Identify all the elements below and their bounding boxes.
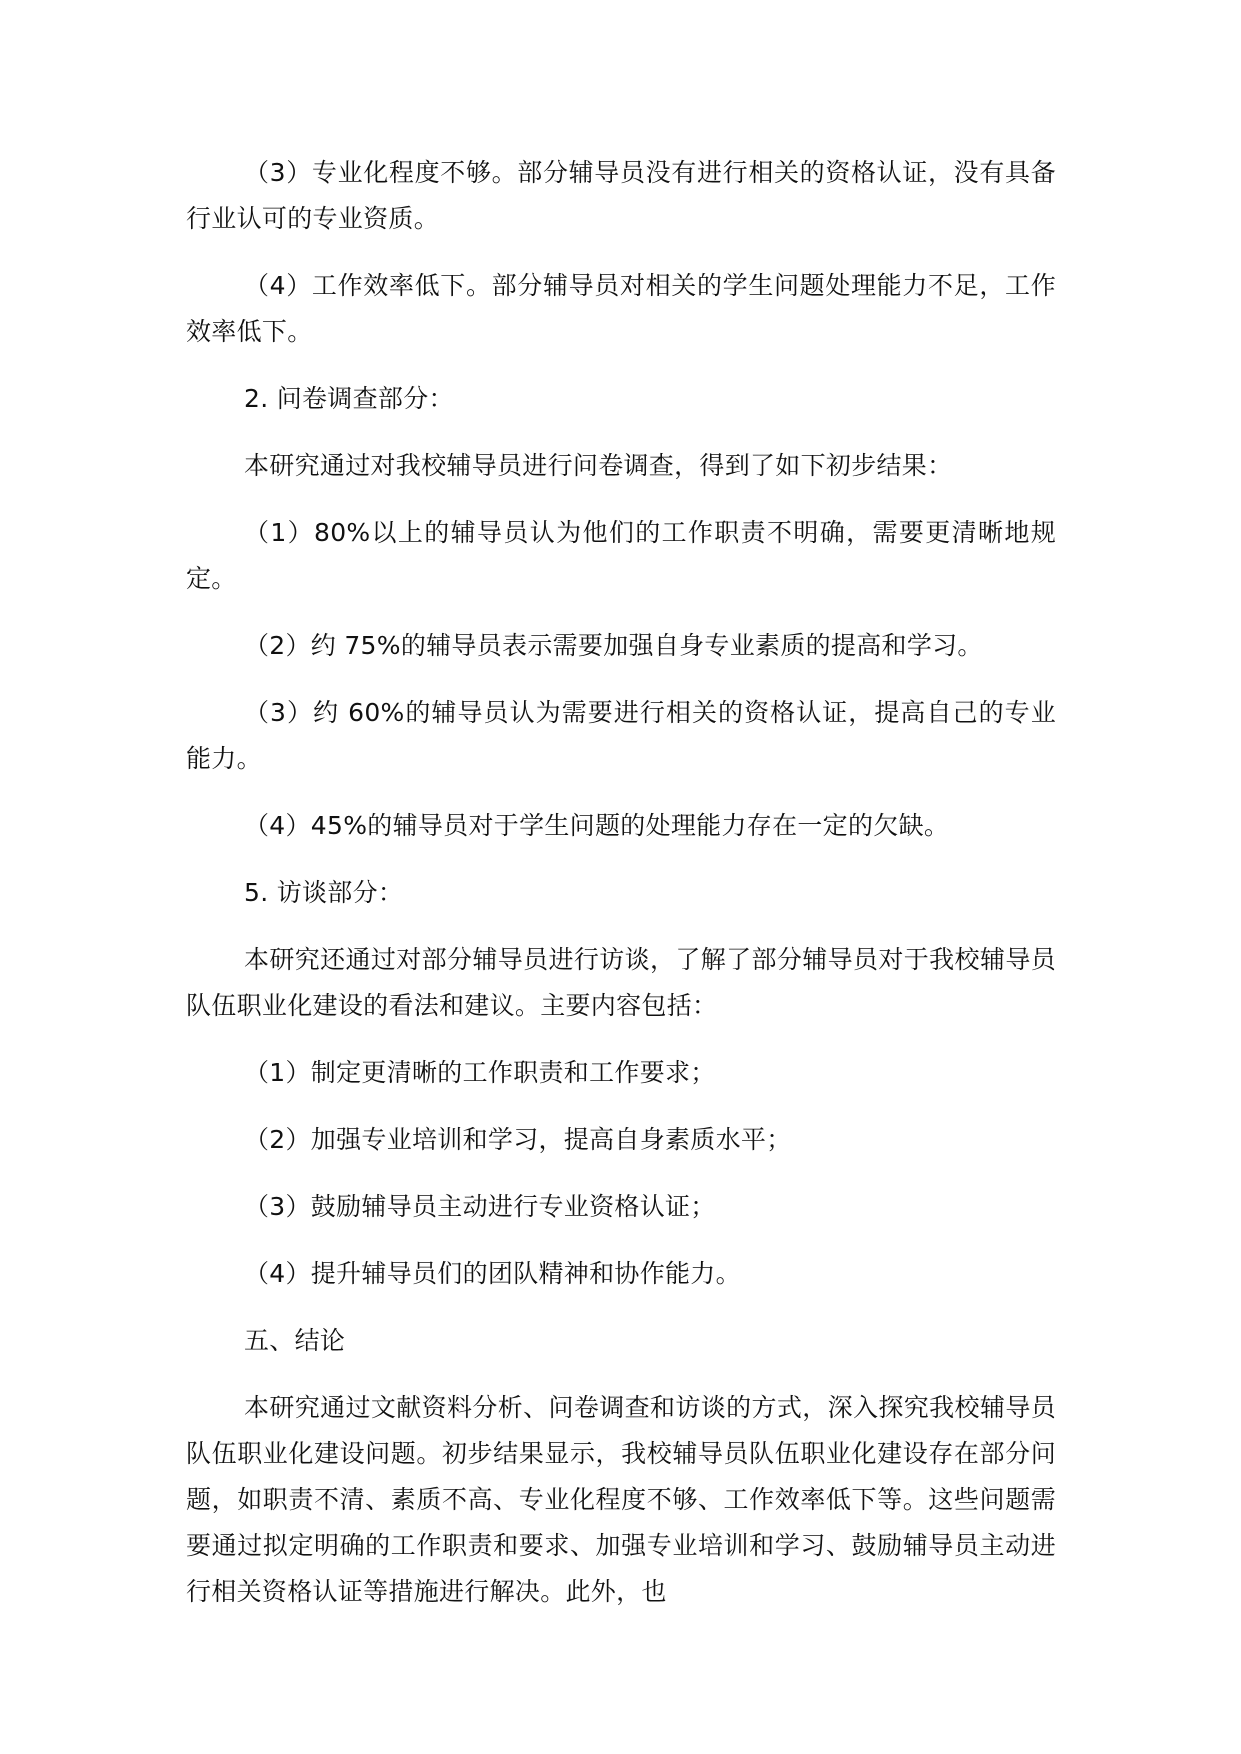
- section-heading-interview: 5. 访谈部分：: [244, 878, 404, 907]
- paragraph-item-4-efficiency: （4）工作效率低下。部分辅导员对相关的学生问题处理能力不足，工作效率低下。: [186, 271, 1056, 346]
- section-heading-conclusion: 五、结论: [244, 1326, 346, 1355]
- suggestion-item-3: （3）鼓励辅导员主动进行专业资格认证；: [244, 1192, 716, 1221]
- paragraph-questionnaire-intro: 本研究通过对我校辅导员进行问卷调查，得到了如下初步结果：: [244, 451, 953, 480]
- document-page: [186, 150, 1056, 1636]
- section-heading-questionnaire: 2. 问卷调查部分：: [244, 384, 454, 413]
- result-item-3: （3）约 60%的辅导员认为需要进行相关的资格认证，提高自己的专业能力。: [186, 698, 1056, 773]
- paragraph-interview-intro: 本研究还通过对部分辅导员进行访谈，了解了部分辅导员对于我校辅导员队伍职业化建设的看法和建议。主要内容包括：: [186, 945, 1056, 1020]
- result-item-1: （1）80%以上的辅导员认为他们的工作职责不明确，需要更清晰地规定。: [186, 518, 1056, 593]
- result-item-2: （2）约 75%的辅导员表示需要加强自身专业素质的提高和学习。: [244, 631, 983, 660]
- paragraph-conclusion: 本研究通过文献资料分析、问卷调查和访谈的方式，深入探究我校辅导员队伍职业化建设问题。初步结果显示，我校辅导员队伍职业化建设存在部分问题，如职责不清、素质不高、专业化程度不够、工作效率低下等。这些问题需要通过拟定明确的工作职责和要求、加强专业培训和学习、鼓励辅导员主动进行相关资格认证等措施进行解决。此外，也: [186, 1393, 1056, 1606]
- suggestion-item-1: （1）制定更清晰的工作职责和工作要求；: [244, 1058, 716, 1087]
- paragraph-item-3-professionalization: （3）专业化程度不够。部分辅导员没有进行相关的资格认证，没有具备行业认可的专业资质。: [186, 158, 1056, 233]
- result-item-4: （4）45%的辅导员对于学生问题的处理能力存在一定的欠缺。: [244, 811, 950, 840]
- suggestion-item-2: （2）加强专业培训和学习，提高自身素质水平；: [244, 1125, 792, 1154]
- suggestion-item-4: （4）提升辅导员们的团队精神和协作能力。: [244, 1259, 741, 1288]
